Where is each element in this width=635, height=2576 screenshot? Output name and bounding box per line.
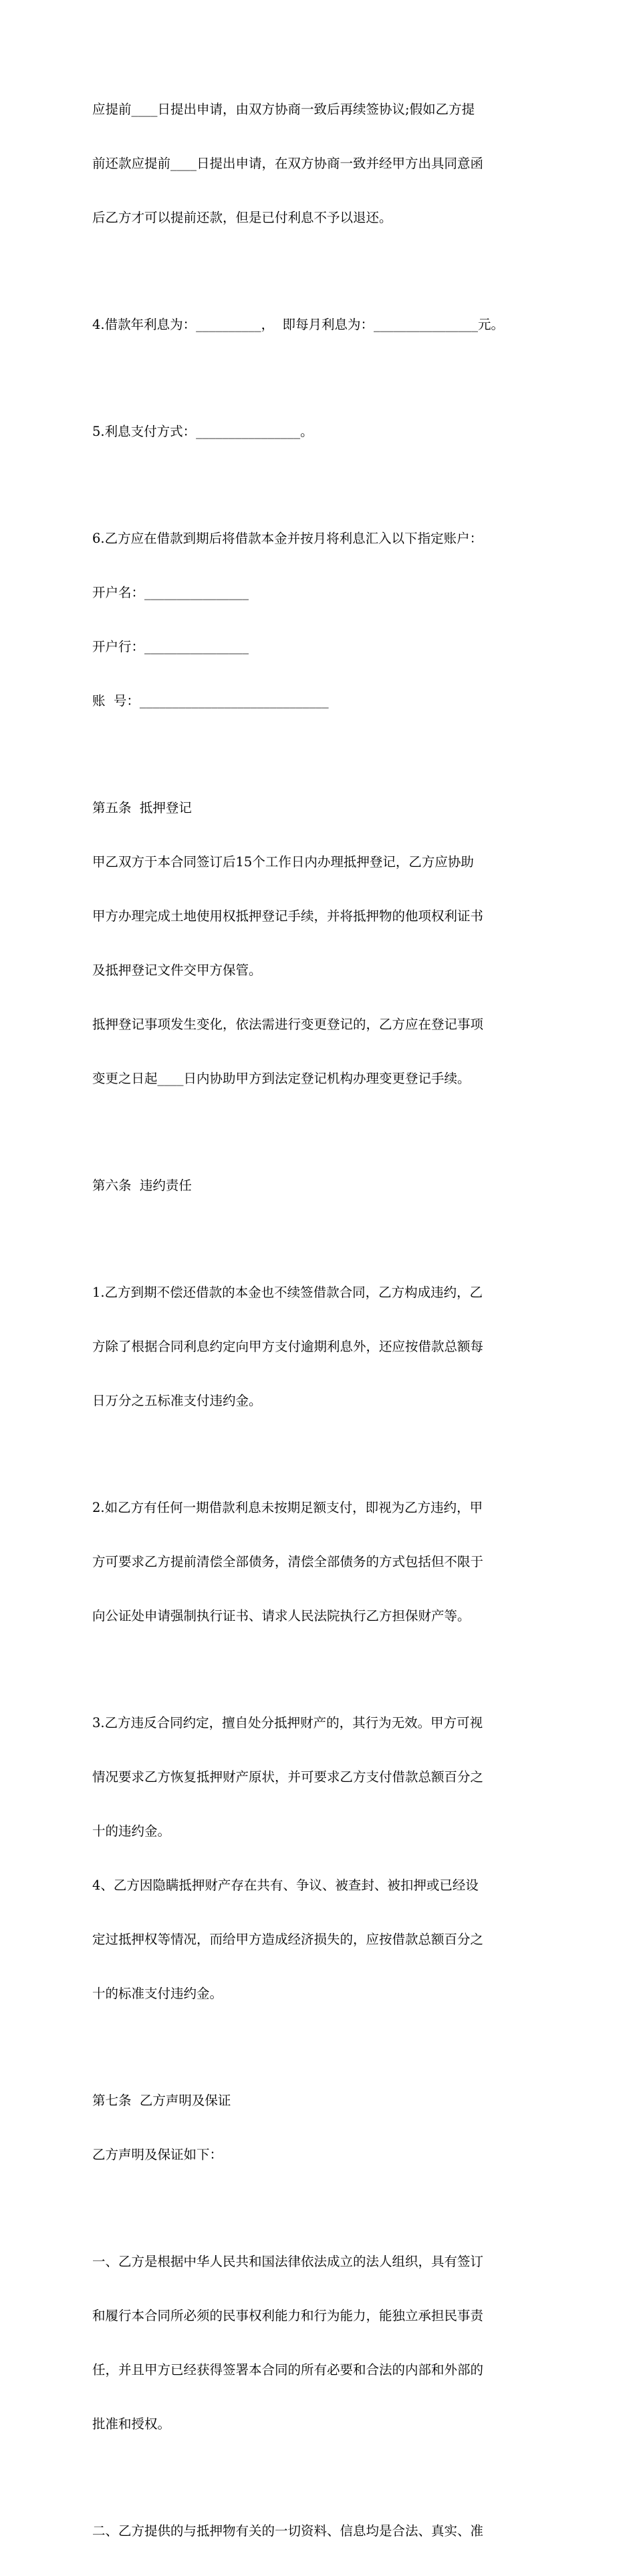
text-line: 一、乙方是根据中华人民共和国法律依法成立的法人组织，具有签订 (92, 2254, 484, 2269)
account-number-field: 账 号：_____________________________ (92, 693, 329, 709)
text-line: 甲乙双方于本合同签订后15个工作日内办理抵押登记，乙方应协助 (92, 854, 474, 870)
text-line: 定过抵押权等情况，而给甲方造成经济损失的，应按借款总额百分之 (92, 1932, 484, 1947)
text-line: 和履行本合同所必须的民事权利能力和行为能力，能独立承担民事责 (92, 2308, 484, 2323)
section-article-5-mortgage-registration (92, 763, 547, 1124)
paragraph-declaration-2 (92, 2486, 547, 2576)
document-page (92, 64, 547, 2576)
text-line: 前还款应提前____日提出申请，在双方协商一致并经甲方出具同意函 (92, 156, 484, 171)
text-line: 后乙方才可以提前还款，但是已付利息不予以退还。 (92, 210, 392, 225)
section-article-6-heading (92, 1140, 547, 1231)
account-bank-field: 开户行：________________ (92, 639, 249, 654)
section-heading: 第五条 抵押登记 (92, 800, 192, 815)
text-line: 1.乙方到期不偿还借款的本金也不续签借款合同，乙方构成违约，乙 (92, 1285, 483, 1300)
text-line: 5.利息支付方式：________________。 (92, 424, 313, 439)
paragraph-breach-3-4 (92, 1678, 547, 2039)
text-line: 十的标准支付违约金。 (92, 1986, 223, 2001)
paragraph-interest-payment-method (92, 386, 547, 477)
section-article-7-heading (92, 2055, 547, 2200)
text-line: 批准和授权。 (92, 2416, 171, 2432)
paragraph-early-repayment (92, 64, 547, 263)
section-heading: 第七条 乙方声明及保证 (92, 2093, 231, 2108)
text-line: 日万分之五标准支付违约金。 (92, 1393, 262, 1408)
text-line: 及抵押登记文件交甲方保管。 (92, 962, 262, 978)
text-line: 向公证处申请强制执行证书、请求人民法院执行乙方担保财产等。 (92, 1608, 471, 1624)
paragraph-annual-interest (92, 279, 547, 370)
text-line: 十的违约金。 (92, 1823, 171, 1839)
text-line: 4、乙方因隐瞒抵押财产存在共有、争议、被查封、被扣押或已经设 (92, 1878, 479, 1893)
text-line: 甲方办理完成土地使用权抵押登记手续，并将抵押物的他项权利证书 (92, 908, 484, 924)
text-line: 应提前____日提出申请，由双方协商一致后再续签协议;假如乙方提 (92, 102, 475, 117)
text-line: 2.如乙方有任何一期借款利息未按期足额支付，即视为乙方违约，甲 (92, 1500, 483, 1515)
text-line: 方除了根据合同利息约定向甲方支付逾期利息外，还应按借款总额每 (92, 1339, 484, 1354)
text-line: 方可要求乙方提前清偿全部债务，清偿全部债务的方式包括但不限于 (92, 1554, 484, 1569)
text-line: 抵押登记事项发生变化，依法需进行变更登记的，乙方应在登记事项 (92, 1017, 484, 1032)
text-line: 3.乙方违反合同约定，擅自处分抵押财产的，其行为无效。甲方可视 (92, 1715, 483, 1730)
text-line: 变更之日起____日内协助甲方到法定登记机构办理变更登记手续。 (92, 1071, 471, 1086)
paragraph-declaration-1 (92, 2216, 547, 2469)
text-line: 4.借款年利息为：__________， 即每月利息为：________________元。 (92, 317, 505, 332)
text-line: 乙方声明及保证如下： (92, 2147, 223, 2162)
text-line: 6.乙方应在借款到期后将借款本金并按月将利息汇入以下指定账户： (92, 531, 483, 546)
account-name-field: 开户名：________________ (92, 585, 249, 600)
paragraph-designated-account (92, 493, 547, 746)
text-line: 情况要求乙方恢复抵押财产原状，并可要求乙方支付借款总额百分之 (92, 1769, 484, 1785)
section-heading: 第六条 违约责任 (92, 1178, 192, 1193)
text-line: 任，并且甲方已经获得签署本合同的所有必要和合法的内部和外部的 (92, 2362, 484, 2377)
text-line: 二、乙方提供的与抵押物有关的一切资料、信息均是合法、真实、准 (92, 2523, 484, 2539)
paragraph-breach-1 (92, 1247, 547, 1446)
paragraph-breach-2 (92, 1462, 547, 1661)
